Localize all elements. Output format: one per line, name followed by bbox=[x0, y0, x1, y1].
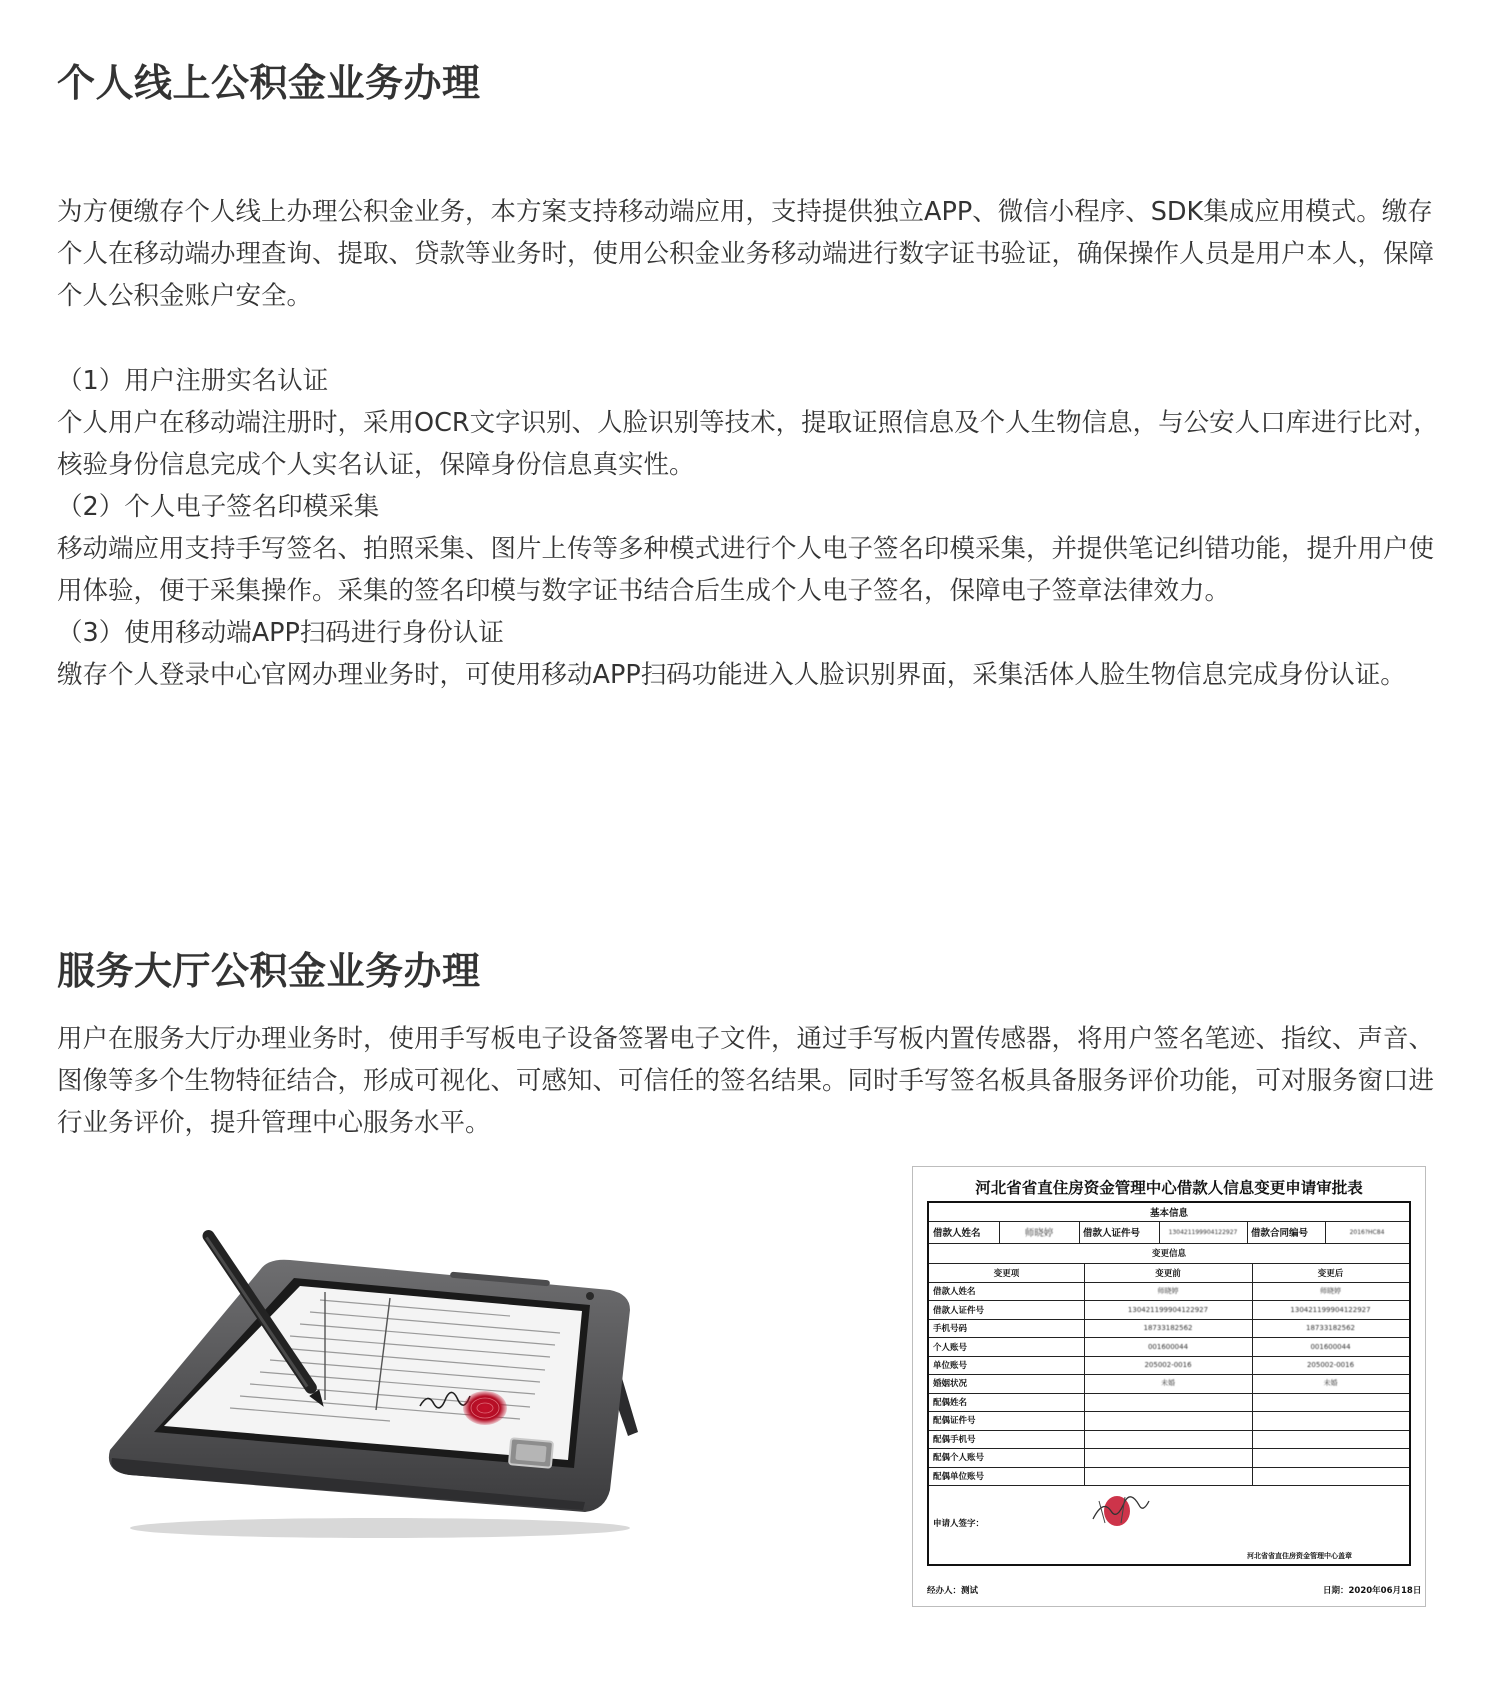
col-after: 变更后 bbox=[1317, 1268, 1344, 1279]
change-row-item: 借款人姓名 bbox=[933, 1287, 976, 1298]
change-row-item: 配偶姓名 bbox=[933, 1397, 968, 1408]
change-row-after: 18733182562 bbox=[1306, 1324, 1355, 1333]
change-row-before: 师晓婷 bbox=[1157, 1287, 1179, 1296]
change-row-item: 个人账号 bbox=[933, 1342, 968, 1353]
section1-title: 个人线上公积金业务办理 bbox=[57, 61, 481, 105]
change-row-after bbox=[1252, 1430, 1409, 1448]
item3-body: 缴存个人登录中心官网办理业务时，可使用移动APP扫码功能进入人脸识别界面，采集活体人脸生物信息完成身份认证。 bbox=[57, 660, 1406, 690]
applicant-signature-stamp bbox=[1085, 1489, 1155, 1535]
change-row-before: 001600044 bbox=[1147, 1342, 1189, 1351]
change-info-header: 变更信息 bbox=[1151, 1249, 1186, 1259]
basic-name-label: 借款人姓名 bbox=[933, 1228, 981, 1239]
change-row-item: 手机号码 bbox=[933, 1324, 968, 1335]
change-row-before: 130421199904122927 bbox=[1127, 1305, 1209, 1314]
change-row-before bbox=[1084, 1448, 1252, 1466]
basic-id-value: 130421199904122927 bbox=[1168, 1228, 1238, 1236]
change-row-after bbox=[1252, 1393, 1409, 1411]
col-item: 变更项 bbox=[993, 1268, 1020, 1279]
change-row-after bbox=[1252, 1448, 1409, 1466]
item1-heading: （1）用户注册实名认证 bbox=[57, 366, 329, 396]
change-row-before bbox=[1084, 1411, 1252, 1429]
change-row-before: 18733182562 bbox=[1143, 1324, 1193, 1333]
change-row-after bbox=[1252, 1411, 1409, 1429]
form-title: 河北省省直住房资金管理中心借款人信息变更申请审批表 bbox=[975, 1179, 1363, 1197]
change-row-after: 未婚 bbox=[1323, 1379, 1338, 1388]
change-row-before bbox=[1084, 1430, 1252, 1448]
change-row-item: 婚姻状况 bbox=[933, 1379, 968, 1390]
item2-heading: （2）个人电子签名印模采集 bbox=[57, 492, 380, 522]
change-row-after: 001600044 bbox=[1310, 1342, 1351, 1351]
change-row-after bbox=[1252, 1467, 1409, 1485]
change-row-before bbox=[1084, 1393, 1252, 1411]
item3-heading: （3）使用移动端APP扫码进行身份认证 bbox=[57, 618, 504, 648]
change-row-item: 配偶证件号 bbox=[933, 1416, 976, 1427]
applicant-label: 申请人签字： bbox=[933, 1519, 985, 1529]
change-row-item: 借款人证件号 bbox=[933, 1305, 985, 1316]
handler-label: 经办人：测试 bbox=[927, 1586, 979, 1596]
basic-contract-value: 2016?HC84 bbox=[1349, 1228, 1385, 1236]
change-row-before: 205002-0016 bbox=[1144, 1361, 1192, 1370]
col-before: 变更前 bbox=[1155, 1268, 1181, 1279]
change-row-item: 配偶单位账号 bbox=[933, 1471, 985, 1482]
basic-id-label: 借款人证件号 bbox=[1083, 1228, 1141, 1239]
section1-intro: 为方便缴存个人线上办理公积金业务，本方案支持移动端应用，支持提供独立APP、微信小程序、SDK集成应用模式。缴存个人在移动端办理查询、提取、贷款等业务时，使用公积金业务移动端进行数字证书验证，确保操作人员是用户本人，保障个人公积金账户安全。 bbox=[57, 197, 1435, 311]
form-document-image bbox=[912, 1166, 1426, 1607]
section2-title: 服务大厅公积金业务办理 bbox=[57, 949, 481, 993]
form-table bbox=[927, 1201, 1411, 1566]
signature-pad-image bbox=[90, 1210, 650, 1540]
org-stamp-text: 河北省省直住房资金管理中心盖章 bbox=[1247, 1552, 1352, 1560]
change-row-after: 师晓婷 bbox=[1320, 1287, 1341, 1296]
section2-intro: 用户在服务大厅办理业务时，使用手写板电子设备签署电子文件，通过手写板内置传感器，将用户签名笔迹、指纹、声音、图像等多个生物特征结合，形成可视化、可感知、可信任的签名结果。同时手写签名板具备服务评价功能，可对服务窗口进行业务评价，提升管理中心服务水平。 bbox=[57, 1024, 1435, 1138]
item2-body: 移动端应用支持手写签名、拍照采集、图片上传等多种模式进行个人电子签名印模采集，并提供笔记纠错功能，提升用户使用体验，便于采集操作。采集的签名印模与数字证书结合后生成个人电子签名，保障电子签章法律效力。 bbox=[57, 534, 1435, 606]
change-row-before: 未婚 bbox=[1161, 1379, 1175, 1388]
change-row-item: 配偶手机号 bbox=[933, 1434, 976, 1445]
basic-info-header: 基本信息 bbox=[1149, 1208, 1188, 1219]
date-label: 日期：2020年06月18日 bbox=[1323, 1586, 1422, 1596]
change-row-before bbox=[1084, 1467, 1252, 1485]
change-row-item: 配偶个人账号 bbox=[933, 1453, 985, 1464]
basic-name-value: 师晓婷 bbox=[1024, 1228, 1054, 1239]
change-row-after: 130421199904122927 bbox=[1290, 1305, 1371, 1314]
basic-contract-label: 借款合同编号 bbox=[1251, 1228, 1309, 1239]
change-row-after: 205002-0016 bbox=[1306, 1361, 1355, 1370]
change-row-item: 单位账号 bbox=[933, 1361, 968, 1372]
item1-body: 个人用户在移动端注册时，采用OCR文字识别、人脸识别等技术，提取证照信息及个人生物信息，与公安人口库进行比对，核验身份信息完成个人实名认证，保障身份信息真实性。 bbox=[57, 408, 1439, 480]
